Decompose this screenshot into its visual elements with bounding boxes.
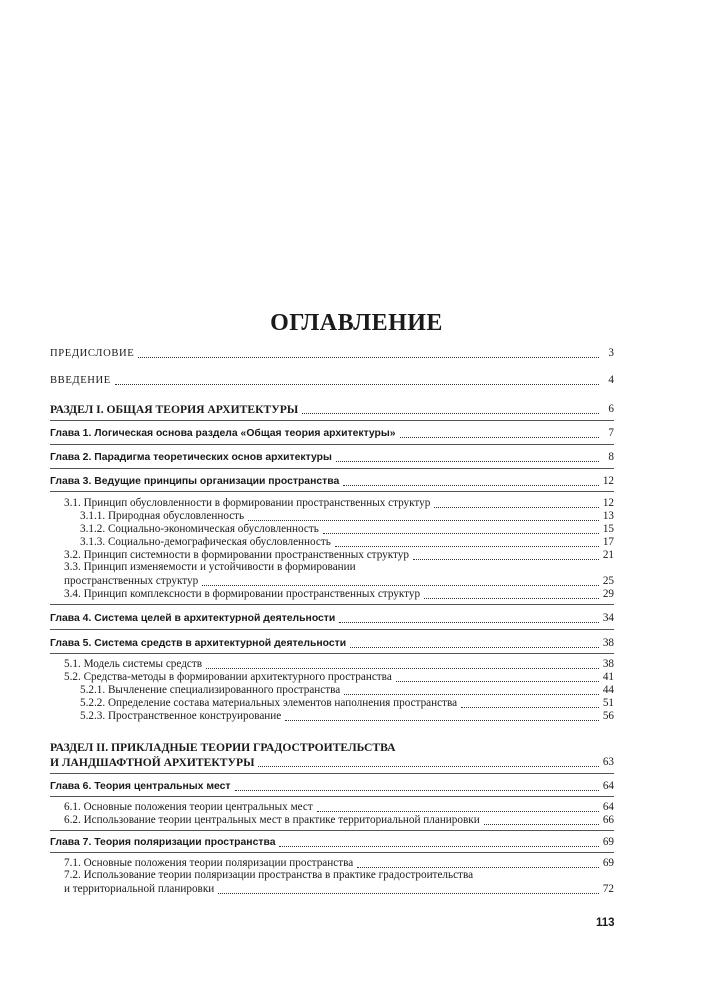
toc-entry-section-7-1 (64, 856, 614, 870)
divider (50, 468, 614, 469)
table-of-contents (50, 0, 614, 1001)
dot-leader (344, 694, 599, 695)
toc-entry-page: 69 (602, 836, 614, 848)
toc-entry-label: ПРЕДИСЛОВИЕ (50, 348, 135, 359)
toc-entry-label: 6.2. Использование теории центральных мест в практике территориальной планировки (64, 814, 480, 826)
divider (50, 629, 614, 630)
dot-leader (350, 647, 599, 648)
toc-entry-page: 44 (602, 684, 614, 696)
toc-entry-part-1 (50, 402, 614, 416)
toc-entry-page: 4 (608, 374, 614, 386)
dot-leader (323, 533, 599, 534)
toc-entry-part-2-line1: РАЗДЕЛ II. ПРИКЛАДНЫЕ ТЕОРИИ ГРАДОСТРОИТЕЛЬСТВА (50, 741, 396, 754)
toc-entry-section-3-3-line1: 3.3. Принцип изменяемости и устойчивости в формировании (64, 561, 356, 573)
toc-entry-introduction (50, 373, 614, 387)
toc-entry-page: 29 (602, 588, 614, 600)
toc-entry-label: 3.1.3. Социально-демографическая обусловленность (80, 536, 331, 548)
toc-entry-page: 7 (608, 427, 614, 439)
toc-entry-label: 3.2. Принцип системности в формировании пространственных структур (64, 549, 409, 561)
toc-entry-label: 5.2.2. Определение состава материальных элементов наполнения пространства (80, 697, 458, 709)
divider (50, 796, 614, 797)
dot-leader (343, 485, 599, 486)
toc-entry-page: 15 (602, 523, 614, 535)
toc-entry-label: И ЛАНДШАФТНОЙ АРХИТЕКТУРЫ (50, 756, 255, 769)
dot-leader (258, 766, 599, 767)
divider (50, 604, 614, 605)
toc-entry-section-5-1 (64, 657, 614, 671)
dot-leader (357, 867, 599, 868)
toc-entry-chapter-4 (50, 611, 614, 625)
toc-entry-section-3-3 (64, 574, 614, 588)
toc-entry-page: 6 (608, 403, 614, 415)
dot-leader (335, 546, 599, 547)
toc-entry-label: Глава 2. Парадигма теоретических основ архитектуры (50, 452, 332, 463)
toc-entry-label: 5.2. Средства-методы в формировании архитектурного пространства (64, 671, 392, 683)
toc-entry-page: 72 (602, 883, 614, 895)
toc-entry-section-3-2 (64, 548, 614, 562)
toc-entry-label: 3.4. Принцип комплексности в формировании пространственных структур (64, 588, 421, 600)
toc-entry-page: 38 (602, 658, 614, 670)
toc-entry-section-6-2 (64, 813, 614, 827)
toc-entry-section-6-1 (64, 800, 614, 814)
dot-leader (317, 811, 599, 812)
divider (50, 420, 614, 421)
dot-leader (336, 461, 599, 462)
toc-entry-page: 12 (602, 475, 614, 487)
toc-entry-page: 38 (602, 637, 614, 649)
dot-leader (206, 668, 599, 669)
divider (50, 491, 614, 492)
toc-entry-section-3-1-2 (80, 522, 614, 536)
divider (50, 773, 614, 774)
toc-entry-label: РАЗДЕЛ I. ОБЩАЯ ТЕОРИЯ АРХИТЕКТУРЫ (50, 403, 299, 416)
toc-entry-page: 3 (608, 347, 614, 359)
dot-leader (424, 598, 599, 599)
toc-entry-section-5-2 (64, 670, 614, 684)
toc-entry-label: 5.1. Модель системы средств (64, 658, 203, 670)
dot-leader (484, 824, 599, 825)
toc-entry-chapter-2 (50, 450, 614, 464)
divider (50, 653, 614, 654)
toc-entry-section-7-2-line1: 7.2. Использование теории поляризации пространства в практике градостроительства (64, 869, 474, 881)
toc-entry-page: 56 (602, 710, 614, 722)
dot-leader (218, 893, 599, 894)
toc-entry-page: 64 (602, 780, 614, 792)
toc-entry-section-5-2-2 (80, 696, 614, 710)
dot-leader (413, 559, 599, 560)
toc-entry-label: 7.1. Основные положения теории поляризации пространства (64, 857, 354, 869)
toc-entry-page: 21 (602, 549, 614, 561)
toc-entry-page: 66 (602, 814, 614, 826)
toc-entry-section-3-1-3 (80, 535, 614, 549)
dot-leader (302, 413, 599, 414)
page-title: ОГЛАВЛЕНИЕ (270, 310, 443, 336)
dot-leader (461, 707, 599, 708)
toc-entry-page: 51 (602, 697, 614, 709)
dot-leader (235, 790, 599, 791)
dot-leader (138, 357, 599, 358)
toc-entry-page: 17 (602, 536, 614, 548)
toc-entry-chapter-7 (50, 835, 614, 849)
toc-entry-label: и территориальной планировки (64, 883, 215, 895)
toc-entry-section-7-2 (64, 882, 614, 896)
toc-entry-page: 8 (608, 451, 614, 463)
dot-leader (400, 437, 599, 438)
toc-entry-label: Глава 7. Теория поляризации пространства (50, 837, 276, 848)
toc-entry-part-2 (50, 755, 614, 769)
toc-entry-page: 69 (602, 857, 614, 869)
dot-leader (115, 384, 599, 385)
toc-entry-label: ВВЕДЕНИЕ (50, 375, 111, 386)
page-number: 113 (596, 917, 615, 929)
dot-leader (202, 585, 599, 586)
toc-entry-chapter-1 (50, 426, 614, 440)
toc-entry-chapter-3 (50, 474, 614, 488)
dot-leader (285, 720, 599, 721)
toc-entry-page: 12 (602, 497, 614, 509)
toc-entry-label: 5.2.1. Вычленение специализированного пространства (80, 684, 341, 696)
toc-entry-page: 25 (602, 575, 614, 587)
toc-entry-section-3-1-1 (80, 509, 614, 523)
toc-entry-label: 3.1. Принцип обусловленности в формировании пространственных структур (64, 497, 431, 509)
toc-entry-label: пространственных структур (64, 575, 199, 587)
toc-entry-section-5-2-3 (80, 709, 614, 723)
toc-entry-label: 3.1.2. Социально-экономическая обусловленность (80, 523, 319, 535)
toc-entry-label: 5.2.3. Пространственное конструирование (80, 710, 282, 722)
toc-entry-page: 34 (602, 612, 614, 624)
dot-leader (248, 520, 599, 521)
toc-entry-label: Глава 6. Теория центральных мест (50, 781, 231, 792)
divider (50, 852, 614, 853)
toc-entry-page: 64 (602, 801, 614, 813)
dot-leader (434, 507, 599, 508)
toc-entry-page: 63 (602, 756, 614, 768)
toc-entry-label: Глава 3. Ведущие принципы организации пространства (50, 476, 340, 487)
toc-entry-label: Глава 1. Логическая основа раздела «Общая теория архитектуры» (50, 428, 396, 439)
toc-entry-section-3-1 (64, 496, 614, 510)
toc-entry-chapter-6 (50, 779, 614, 793)
toc-entry-chapter-5 (50, 636, 614, 650)
divider (50, 830, 614, 831)
toc-entry-label: 6.1. Основные положения теории центральных мест (64, 801, 313, 813)
dot-leader (339, 622, 599, 623)
toc-entry-label: 3.1.1. Природная обусловленность (80, 510, 245, 522)
toc-entry-page: 41 (602, 671, 614, 683)
divider (50, 444, 614, 445)
toc-entry-section-3-4 (64, 587, 614, 601)
toc-entry-label: Глава 4. Система целей в архитектурной деятельности (50, 613, 336, 624)
toc-entry-page: 13 (602, 510, 614, 522)
toc-entry-section-5-2-1 (80, 683, 614, 697)
toc-entry-preface (50, 346, 614, 360)
dot-leader (396, 681, 599, 682)
dot-leader (279, 846, 599, 847)
toc-entry-label: Глава 5. Система средств в архитектурной деятельности (50, 638, 347, 649)
